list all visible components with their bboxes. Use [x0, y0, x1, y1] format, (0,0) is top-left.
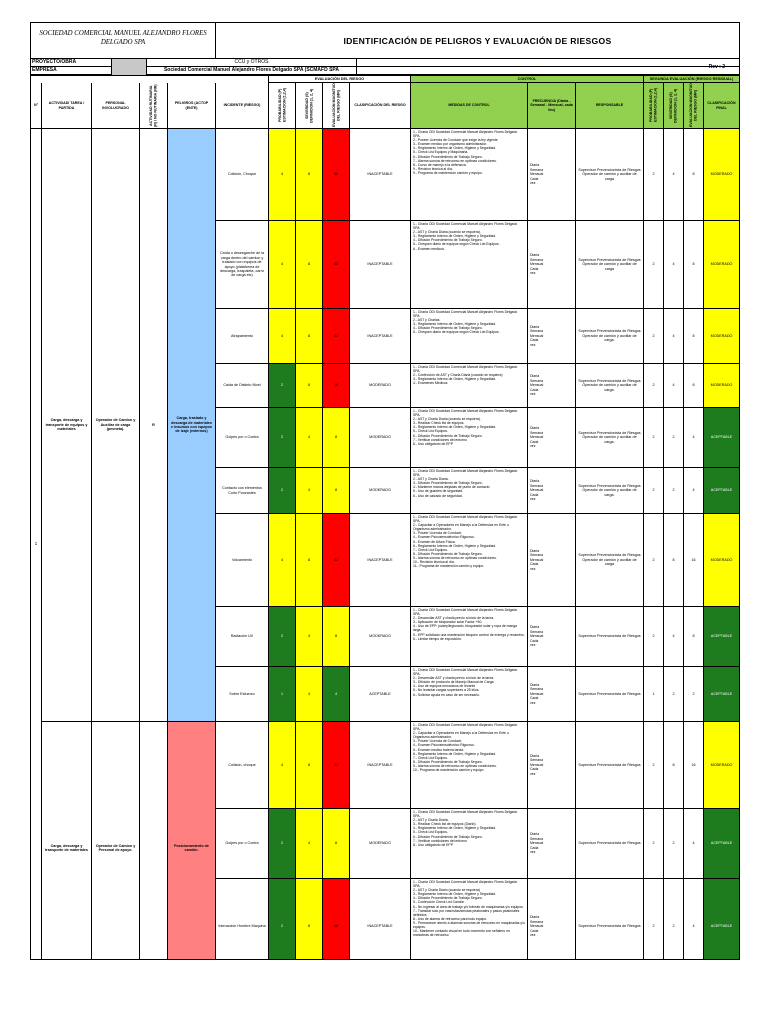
classification-cell: MODERADO: [349, 364, 410, 408]
final-classification-cell: MODERADO: [703, 129, 739, 221]
severity-cell: 8: [295, 722, 322, 809]
incident-cell: Atrapamiento: [215, 309, 268, 364]
revision: Rev : 2: [708, 64, 725, 70]
incident-cell: Contacto con elementos Corto Punzantes: [215, 468, 268, 514]
magnitude2-cell: 8: [683, 364, 703, 408]
magnitude-cell: 32: [322, 514, 349, 607]
probability-cell: 4: [268, 722, 295, 809]
control-measures-cell: 1.- Charla ODI Sociedad Comercial Manuel Alejandro Flores Delgado SPA. 2.- Desarrollar AST y charla previo a inicio de la tarea. 3.- Aplicación de bloqueador solar Factor +50. 4.- Uso de EPP: jockey/legionario, bloqueador solar y ropa de manga larga. 5.- EPP solicitado una mantención bloqueo control de entrega y recambio. 6.- Limitar tiempo de exposición.: [410, 607, 527, 667]
responsible-cell: Supervisor Prevencionista de Riesgos: [575, 809, 643, 879]
responsible-cell: Supervisor Prevencionista de Riesgos Operador de camión y auxiliar de carga: [575, 221, 643, 309]
frequency-cell: Diaria Semana Mensual Cada vez: [527, 879, 575, 960]
severity-cell: 8: [295, 221, 322, 309]
severity-cell: 8: [295, 364, 322, 408]
col-routine: [139, 83, 167, 129]
responsible-cell: Supervisor Prevencionista de Riesgos Operador de camión y auxiliar de carga: [575, 514, 643, 607]
severity2-cell: 4: [663, 129, 683, 221]
magnitude-cell: 16: [322, 364, 349, 408]
responsible-cell: Supervisor Prevencionista de Riesgos: [575, 667, 643, 722]
magnitude2-cell: 8: [683, 129, 703, 221]
magnitude2-cell: 4: [683, 408, 703, 468]
col-incident: INCIDENTE (RIESGO): [215, 83, 268, 129]
severity-cell: 4: [295, 809, 322, 879]
incident-cell: Colisión, Choque: [215, 129, 268, 221]
severity2-cell: 4: [663, 309, 683, 364]
company-label: EMPRESA: [32, 67, 57, 73]
classification-cell: MODERADO: [349, 809, 410, 879]
severity-cell: 8: [295, 879, 322, 960]
responsible-cell: Supervisor Prevencionista de Riesgos: [575, 722, 643, 809]
control-measures-cell: 1.- Charla ODI Sociedad Comercial Manuel Alejandro Flores Delgado SPA. 2.- AST y Charlas 3.- Reglamento Interno de Orden, Higiene y Seguridad. 4.- Difusión Procedimiento de Trabajo Seguro. 5.- Chequeo diario de equipos según Check List Equipos.: [410, 309, 527, 364]
severity-cell: 8: [295, 514, 322, 607]
col-magnitude2: [683, 83, 703, 129]
frequency-cell: Diaria Semana Mensual Cada vez: [527, 722, 575, 809]
probability2-cell: 2: [643, 129, 663, 221]
probability2-cell: 2: [643, 809, 663, 879]
grey-cell: [111, 59, 146, 67]
probability2-cell: 2: [643, 722, 663, 809]
severity2-cell: 8: [663, 514, 683, 607]
severity-cell: 8: [295, 129, 322, 221]
col-magnitude-label: EVALUACION MAGNITUD DEL RIESGO (MR): [331, 83, 340, 128]
control-measures-cell: 1.- Charla ODI Sociedad Comercial Manuel Alejandro Flores Delgado SPA. 2.- AST y Charla Diaria. 3.- Difusión Procedimiento de Trabajo Seguro. 4.- Mantener manos alejadas de punto de contacto 5.- Uso de guantes de seguridad. 6.- Uso de calzado de seguridad.: [410, 468, 527, 514]
probability-cell: 2: [268, 809, 295, 879]
responsible-cell: Supervisor Prevencionista de Riesgos Operador de camión y auxiliar de carga.: [575, 408, 643, 468]
magnitude2-cell: 8: [683, 221, 703, 309]
col-hazard: PELIGROS (ACTOP (ENTE): [167, 83, 215, 129]
magnitude2-cell: 4: [683, 879, 703, 960]
col-measures: MEDIDAS DE CONTROL: [410, 83, 527, 129]
severity2-cell: 2: [663, 408, 683, 468]
incident-cell: Caída o desesgarche de la carga dentro del camion y traslado con equipos de apoyo (plataforma de descarga, traspaleta, carro de carga etc): [215, 221, 268, 309]
classification-cell: INACEPTABLE: [349, 129, 410, 221]
final-classification-cell: MODERADO: [703, 514, 739, 607]
col-magnitude2-label: EVALUACION MAGNITUD DEL RIESGO (MR): [689, 83, 698, 128]
probability-cell: 4: [268, 309, 295, 364]
activity-cell: Carga, descarga y transporte de equipos y materiales: [41, 129, 91, 722]
col-magnitude: [322, 83, 349, 129]
col-classification2: CLASIFICACIÓN FINAL: [703, 83, 739, 129]
col-classification: CLASIFICACIÓN DEL RIESGO: [349, 83, 410, 129]
company-name: SOCIEDAD COMERCIAL MANUEL ALEJANDRO FLORES DELGADO SPA: [31, 23, 216, 59]
control-measures-cell: 1.- Charla ODI Sociedad Comercial Manuel Alejandro Flores Delgado SPA. 2.- Capacitar a Operadores en Manejo a la Defensiva en Ente u Organismo administrador. 3.- Poseer Licencia de Conducir. 4.- Examen Psicosensotécnico Riguroso. 5.- Examen medico batería tanda. 6.- Reglamento Interno de Orden, Higiene y Seguridad. 7.- Check List Equipos. 8.- Difusión Procedimiento de Trabajo Seguro. 9.- Alarma sonora de retroceso en optimas condiciones. 10.- Programa de mantención camión y equipo: [410, 722, 527, 809]
hazard-cell: Posicionamiento de camión.: [167, 722, 215, 960]
incident-cell: Radiación UV: [215, 607, 268, 667]
severity2-cell: 4: [663, 607, 683, 667]
severity-cell: 4: [295, 607, 322, 667]
control-measures-cell: 1.- Charla ODI Sociedad Comercial Manuel Alejandro Flores Delgado SPA. 2.- AST y Charla Diaria. 3.- Realizar Check list de equipos (Diario). 4.- Reglamento Interno de Orden, Higiene y Seguridad. 5.- Check List Equipos. 6.- Difusión Procedimiento de Trabajo Seguro. 7.- Verificar condiciones del entorno 8.- Uso obligatorio de EPP: [410, 809, 527, 879]
col-prob2: [643, 83, 663, 129]
classification-cell: INACEPTABLE: [349, 514, 410, 607]
severity2-cell: 4: [663, 364, 683, 408]
classification-cell: MODERADO: [349, 408, 410, 468]
magnitude-cell: 32: [322, 309, 349, 364]
probability-cell: 2: [268, 607, 295, 667]
second-evaluation-band: SEGUNDA EVALUACIÓN (RIESGO RESIDUAL): [643, 76, 739, 83]
incident-cell: Sobre Esfuerzo: [215, 667, 268, 722]
grey-cell: [111, 67, 146, 75]
probability-cell: 2: [268, 408, 295, 468]
classification-cell: MODERADO: [349, 468, 410, 514]
frequency-cell: Diaria Semana Mensual Cada vez: [527, 514, 575, 607]
probability-cell: 2: [268, 364, 295, 408]
col-n: N°: [31, 83, 41, 129]
magnitude2-cell: 16: [683, 722, 703, 809]
severity2-cell: 8: [663, 722, 683, 809]
col-routine-label: ACTIVIDAD RUTINARIA (R) / NO RUTINARIA (NR): [149, 84, 158, 127]
responsible-cell: Supervisor Prevencionista de Riesgos Operador de camión y auxiliar de carga.: [575, 309, 643, 364]
classification-cell: INACEPTABLE: [349, 309, 410, 364]
control-measures-cell: 1.- Charla ODI Sociedad Comercial Manuel Alejandro Flores Delgado SPA. 2.- Capacitar a Operadores en Manejo a la Defensiva en Ente u Organismo administrador. 3.- Poseer Licencia de Conducir. 4.- Examen Psicosensotécnico Riguroso. 5.- Examen de Altura Física. 6.- Reglamento Interno de Orden, Higiene y Seguridad. 7.- Check List Equipos. 8.- Difusión Procedimiento de Trabajo Seguro. 9.- Alarma sonora de retroceso en optimas condiciones. 10.- Revisión técnica al día. 11.- Programa de mantención camión y equipo.: [410, 514, 527, 607]
severity2-cell: 2: [663, 809, 683, 879]
responsible-cell: Supervisor Prevencionista de Riesgos: [575, 879, 643, 960]
col-sev: [295, 83, 322, 129]
frequency-cell: Diaria Semana Mensual Cada vez: [527, 364, 575, 408]
probability2-cell: 2: [643, 364, 663, 408]
company-value: Sociedad Comercial Manuel Alejandro Flores Delgado SPA (SCMAFD SPA: [146, 67, 356, 75]
severity2-cell: 2: [663, 468, 683, 514]
activity-cell: Carga, descarga y transporte de materiales: [41, 722, 91, 960]
probability-cell: 4: [268, 129, 295, 221]
magnitude-cell: 32: [322, 221, 349, 309]
magnitude-cell: 8: [322, 468, 349, 514]
final-classification-cell: ACEPTABLE: [703, 468, 739, 514]
final-classification-cell: MODERADO: [703, 722, 739, 809]
classification-cell: ACEPTABLE: [349, 667, 410, 722]
control-band: CONTROL: [410, 76, 643, 83]
probability2-cell: 2: [643, 408, 663, 468]
document-title: IDENTIFICACIÓN DE PELIGROS Y EVALUACIÓN DE RIESGOS: [216, 23, 739, 59]
magnitude2-cell: 8: [683, 607, 703, 667]
magnitude-cell: 8: [322, 809, 349, 879]
frequency-cell: Diaria Semana Mensual Cada vez: [527, 129, 575, 221]
magnitude-cell: 16: [322, 879, 349, 960]
probability2-cell: 2: [643, 468, 663, 514]
magnitude2-cell: 8: [683, 309, 703, 364]
hazard-cell: Carga, traslado y descarga de materiales e insumos con equipos de izaje (externos): [167, 129, 215, 722]
col-sev-label: SEVERIDAD (S) DEFINICION (1, 2, 4): [304, 88, 313, 123]
risk-matrix-sheet: [30, 22, 740, 960]
col-sev2: [663, 83, 683, 129]
severity-cell: 4: [295, 408, 322, 468]
routine-cell: R: [139, 129, 167, 722]
col-activity: ACTIVIDAD/ TAREA / PARTIDA: [41, 83, 91, 129]
control-measures-cell: 1.- Charla ODI Sociedad Comercial Manuel Alejandro Flores Delgado SPA. 2.- Poseer Licencia de Conducir que exige la ley vigente 3.- Examen medico por organismo administrador. 4.- Reglamento Interno de Orden, Higiene y Seguridad. 5.- Check List Equipos y Maquinaria. 6.- Difusión Procedimiento de Trabajo Seguro. 7.- Alarma sonora de retroceso en optimas condiciones. 8.- Curso de manejo a la defensiva. 9.- Revision técnica al día. 9.- Programa de mantención camión y equipo.: [410, 129, 527, 221]
probability-cell: 4: [268, 514, 295, 607]
magnitude2-cell: 4: [683, 809, 703, 879]
incident-cell: Volcamiento: [215, 514, 268, 607]
magnitude-cell: 4: [322, 667, 349, 722]
probability2-cell: 1: [643, 667, 663, 722]
col-prob-label: PROBABILIDAD (P) ESTIMACION (1,2,4): [277, 88, 286, 123]
probability2-cell: 2: [643, 514, 663, 607]
classification-cell: INACEPTABLE: [349, 221, 410, 309]
severity2-cell: 2: [663, 667, 683, 722]
magnitude-cell: 32: [322, 129, 349, 221]
incident-cell: Golpes por o Contra: [215, 809, 268, 879]
magnitude2-cell: 16: [683, 514, 703, 607]
probability2-cell: 2: [643, 607, 663, 667]
probability-cell: 2: [268, 468, 295, 514]
frequency-cell: Diaria Semana Mensual Cada vez: [527, 408, 575, 468]
routine-cell: [139, 722, 167, 960]
control-measures-cell: 1.- Charla ODI Sociedad Comercial Manuel Alejandro Flores Delgado SPA. 2.- Desarrollar AST y charla previo a inicio de la tarea. 3.- Difusión de protocolo de Manejo Manual de Carga. 4.- Uso de equipos mecanicos de levante 5.- No levantar cargas superiores a 25 kilos. 6.- Solicitar ayuda en caso de ser necesario.: [410, 667, 527, 722]
col-sev2-label: SEVERIDAD (S) DEFINICION (1, 2, 4): [669, 88, 678, 123]
incident-cell: Interacción Hombre Maquina: [215, 879, 268, 960]
row-number: 1: [34, 540, 38, 546]
final-classification-cell: MODERADO: [703, 221, 739, 309]
col-responsible: RESPONSABLE: [575, 83, 643, 129]
classification-cell: MODERADO: [349, 607, 410, 667]
incident-cell: Colisión, choque: [215, 722, 268, 809]
frequency-cell: Diaria Semana Mensual Cada vez: [527, 809, 575, 879]
frequency-cell: Diaria Semana Mensual Cada vez: [527, 667, 575, 722]
control-measures-cell: 1.- Charla ODI Sociedad Comercial Manuel Alejandro Flores Delgado SPA. 2.- Confección de AST y Charla Diaria (cuando se requiera) 3.- Reglamento Interno de Orden, Higiene y Seguridad. 4.- Examenes Medicos: [410, 364, 527, 408]
evaluation-band: EVALUACIÓN DEL RIESGO: [268, 76, 410, 83]
severity-cell: 8: [295, 309, 322, 364]
responsible-cell: Supervisor Prevencionista de Riesgos: [575, 607, 643, 667]
personnel-cell: Operador de Camion y Auxiliar de carga (peoneta).: [91, 129, 139, 722]
incident-cell: Golpes por o Contra: [215, 408, 268, 468]
magnitude-cell: 8: [322, 408, 349, 468]
final-classification-cell: ACEPTABLE: [703, 879, 739, 960]
final-classification-cell: ACEPTABLE: [703, 607, 739, 667]
incident-cell: Caida de Distinto Nivel: [215, 364, 268, 408]
probability2-cell: 2: [643, 221, 663, 309]
final-classification-cell: MODERADO: [703, 364, 739, 408]
severity2-cell: 2: [663, 879, 683, 960]
col-prob2-label: PROBABILIDAD (P) ESTIMACION (1,2,4): [649, 88, 658, 123]
control-measures-cell: 1.- Charla ODI Sociedad Comercial Manuel Alejandro Flores Delgado SPA. 2.- AST y Charla Diaria (cuando se requiera). 3.- Realizar Check list de equipos. 4.- Reglamento Interno de Orden, Higiene y Seguridad. 5.- Check List Equipos. 6.- Difusión Procedimiento de Trabajo Seguro. 7.- Verificar condiciones del entorno 8.- Uso obligatorio de EPP: [410, 408, 527, 468]
magnitude2-cell: 4: [683, 468, 703, 514]
control-measures-cell: 1.- Charla ODI Sociedad Comercial Manuel Alejandro Flores Delgado SPA. 2.- AST y Charla Diaria (cuando se requiera). 3.- Reglamento Interno de Orden, Higiene y Seguridad. 4.- Difusión Procedimiento de Trabajo Seguro. 5.- Chequeo diario de equipos según Check List Equipos. 6.- Examen medicos.: [410, 221, 527, 309]
project-value: CCU y OTROS: [146, 59, 356, 67]
col-frequency: FRECUENCIA (Diaria - Semanal - Mensual, cada Vez): [527, 83, 575, 129]
magnitude2-cell: 2: [683, 667, 703, 722]
frequency-cell: Diaria Semana Mensual Cada vez: [527, 309, 575, 364]
responsible-cell: Supervisor Prevencionista de Riesgos Operador de camión y auxiliar de carga.: [575, 364, 643, 408]
col-personnel: PERSONAL INVOLUCRADO: [91, 83, 139, 129]
project-label: PROYECTO/OBRA: [32, 59, 77, 65]
personnel-cell: Operador de Camion y Personal de apoyo.: [91, 722, 139, 960]
classification-cell: INACEPTABLE: [349, 722, 410, 809]
final-classification-cell: ACEPTABLE: [703, 408, 739, 468]
probability2-cell: 2: [643, 879, 663, 960]
magnitude-cell: 32: [322, 722, 349, 809]
final-classification-cell: MODERADO: [703, 309, 739, 364]
frequency-cell: Diaria Semana Mensual Cada vez: [527, 221, 575, 309]
severity2-cell: 4: [663, 221, 683, 309]
probability-cell: 4: [268, 221, 295, 309]
control-measures-cell: 1.- Charla ODI Sociedad Comercial Manuel Alejandro Flores Delgado SPA. 2.- AST y Charla Diario (cuando se requiera) 3.- Reglamento Interno de Orden, Higiene y Seguridad. 4.- Difusión Procedimiento de Trabajo Seguro. 5.- Confección Check List Camión 6.- No ingresar al área de trabajo y/o tránsito de maquinarias y/o equipos. 7.- Transitar solo por vías/rutas/sendas peatonales y pasos peatonales definidos 8.- Uso de alarma de retroceso para todo equipo. 9.- Permanecer atento a alarmas sonoras de retroceso en maquinarias y/o equipos. 10.- Mantener contacto visual en todo momento con señalero en maniobras de retroceso: [410, 879, 527, 960]
classification-cell: INACEPTABLE: [349, 879, 410, 960]
col-prob: [268, 83, 295, 129]
severity-cell: 4: [295, 667, 322, 722]
probability-cell: 1: [268, 667, 295, 722]
responsible-cell: Supervisor Prevencionista de Riesgos Operador de camión y auxiliar de carga.: [575, 468, 643, 514]
probability2-cell: 2: [643, 309, 663, 364]
magnitude-cell: 8: [322, 607, 349, 667]
responsible-cell: Supervisor Prevencionista de Riesgos Operador de camión y auxiliar de carga: [575, 129, 643, 221]
final-classification-cell: ACEPTABLE: [703, 667, 739, 722]
severity-cell: 4: [295, 468, 322, 514]
frequency-cell: Diaria Semana Mensual Cada vez: [527, 468, 575, 514]
frequency-cell: Diaria Semana Mensual Cada vez: [527, 607, 575, 667]
final-classification-cell: ACEPTABLE: [703, 809, 739, 879]
probability-cell: 2: [268, 879, 295, 960]
